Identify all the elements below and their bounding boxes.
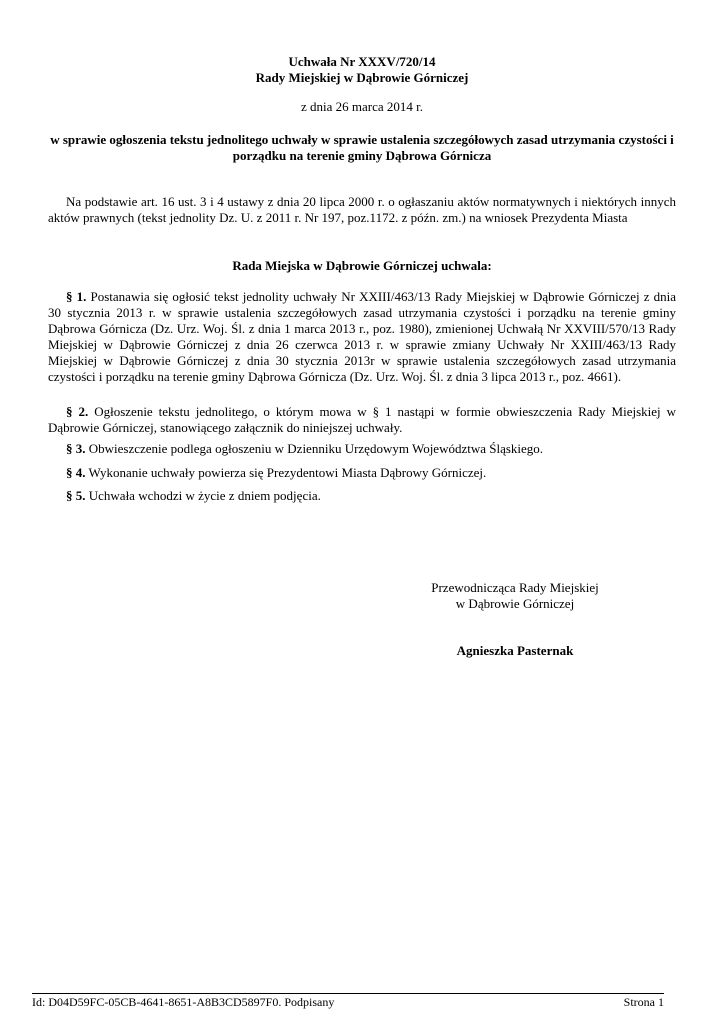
resolution-heading: Rada Miejska w Dąbrowie Górniczej uchwala: bbox=[232, 258, 492, 273]
paragraph-4 bbox=[48, 465, 676, 481]
paragraph-3 bbox=[48, 441, 676, 457]
signatory-role-line-1: Przewodnicząca Rady Miejskiej bbox=[431, 580, 599, 595]
paragraph-label: § 5. bbox=[66, 488, 86, 503]
council-name: Rady Miejskiej w Dąbrowie Górniczej bbox=[255, 70, 469, 85]
paragraph-text: Ogłoszenie tekstu jednolitego, o którym mowa w § 1 nastąpi w formie obwieszczenia Rady Miejskiej w Dąbrowie Górniczej, stanowiącego załącznik do niniejszej uchwały. bbox=[48, 404, 676, 435]
signatory-name: Agnieszka Pasternak bbox=[456, 643, 574, 658]
preamble: Na podstawie art. 16 ust. 3 i 4 ustawy z dnia 20 lipca 2000 r. o ogłaszaniu aktów normatywnych i niektórych innych aktów prawnych (tekst jednolity Dz. U. z 2011 r. Nr 197, poz.1172. z późn. zm.) na wniosek Prezydenta Miasta bbox=[48, 194, 676, 225]
paragraph-label: § 3. bbox=[66, 441, 86, 456]
paragraph-text: Obwieszczenie podlega ogłoszeniu w Dzienniku Urzędowym Województwa Śląskiego. bbox=[88, 441, 544, 456]
resolution-date: z dnia 26 marca 2014 r. bbox=[300, 99, 423, 114]
signatory-role-line-2: w Dąbrowie Górniczej bbox=[455, 596, 575, 611]
document-id: Id: D04D59FC-05CB-4641-8651-A8B3CD5897F0. Podpisany bbox=[32, 995, 335, 1009]
paragraph-text: Uchwała wchodzi w życie z dniem podjęcia. bbox=[88, 488, 321, 503]
signatory-role bbox=[420, 580, 610, 612]
paragraph-label: § 4. bbox=[66, 465, 86, 480]
paragraph-5 bbox=[48, 488, 676, 504]
resolution-subject: w sprawie ogłoszenia tekstu jednolitego uchwały w sprawie ustalenia szczegółowych zasad utrzymania czystości i porządku na terenie gminy Dąbrowa Górnicza bbox=[50, 132, 674, 163]
paragraph-text: Wykonanie uchwały powierza się Prezydentowi Miasta Dąbrowy Górniczej. bbox=[88, 465, 487, 480]
paragraph-2 bbox=[48, 404, 676, 436]
page-number: Strona 1 bbox=[623, 995, 664, 1009]
footer-divider bbox=[32, 993, 664, 994]
paragraph-1 bbox=[48, 289, 676, 385]
paragraph-label: § 1. bbox=[66, 289, 87, 304]
paragraph-text: Postanawia się ogłosić tekst jednolity uchwały Nr XXIII/463/13 Rady Miejskiej w Dąbrowie Górniczej z dnia 30 stycznia 2013 r. w sprawie ustalenia szczegółowych zasad utrzymania czystości i porządku na terenie gminy Dąbrowa Górnicza (Dz. Urz. Woj. Śl. z dnia 1 marca 2013 r., poz. 1980), zmienionej Uchwałą Nr XXVIII/570/13 Rady Miejskiej w Dąbrowie Górniczej z dnia 26 czerwca 2013 r. w sprawie zmiany Uchwały Nr XXIII/463/13 Rady Miejskiej w Dąbrowie Górniczej z dnia 30 stycznia 2013r w sprawie ustalenia szczegółowych zasad utrzymania czystości i porządku na terenie gminy Dąbrowa Górnicza (Dz. Urz. Woj. Śl. z dnia 3 lipca 2013 r., poz. 4661). bbox=[48, 289, 676, 384]
paragraph-label: § 2. bbox=[66, 404, 89, 419]
resolution-title: Uchwała Nr XXXV/720/14 bbox=[288, 54, 436, 69]
